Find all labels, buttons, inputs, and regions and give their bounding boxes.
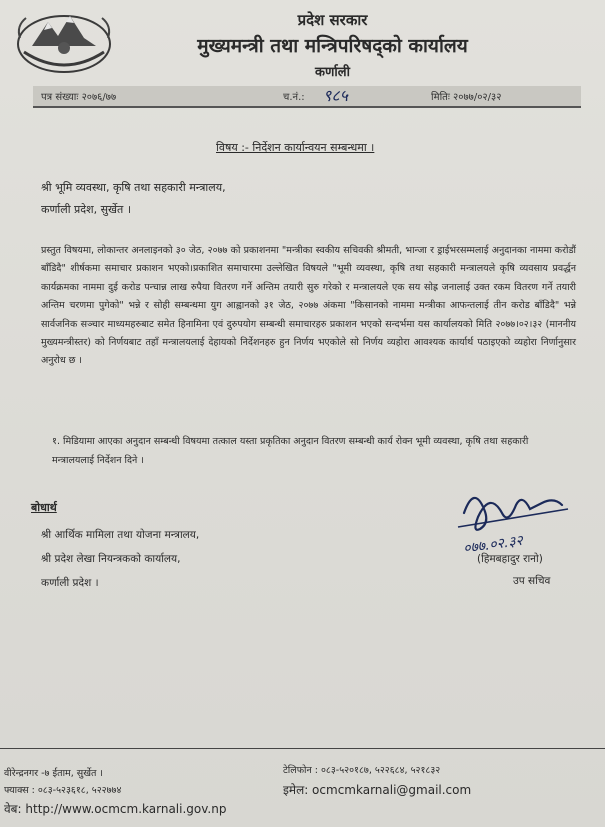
letter-date: मितिः २०७७/०२/३२ xyxy=(431,92,502,103)
header-office-name: मुख्यमन्त्री तथा मन्त्रिपरिषद्को कार्यालय xyxy=(197,35,468,57)
svg-text:०७७.०२.३२: ०७७.०२.३२ xyxy=(462,532,524,557)
letter-body: प्रस्तुत विषयमा, लोकान्तर अनलाइनको ३० जेठ, २०७७ को प्रकाशनमा "मन्त्रीका स्वकीय सचिवकी श्रीमती, भान्जा र ड्राईभरसम्मलाई अनुदानका नाममा करोडौं बाँडिदै" शीर्षकमा समाचार प्रकाशन भएको।प्रकाशित समाचारमा उल्लेखित विषयले "भूमी व्यवस्था, कृषि तथा सहकारी मन्त्रालयले कृषि व्यवसाय प्रवर्द्धन कार्यक्रमका नाममा दुई करोड पन्चान्न लाख रुपैया वितरण गर्ने अन्तिम तयारी सुरु गरेको र मन्त्रालयले एक सय सोह्र जनालाई उक्त रकम वितरण गर्ने तयारी अन्तिम चरणमा पुगेको" भन्ने र सोही सम्बन्धमा युग आह्वानको ३१ जेठ, २०७७ अंकमा "किसानको नाममा मन्त्रीका आफन्तलाई तीन करोड बाँडिदै" भन्ने सार्वजनिक सञ्चार माध्यमहरुबाट समेत हिनामिना एवं दुरुपयोग सम्बन्धी समाचारहरु प्रकाशन भएको सन्दर्भमा यस कार्यालयको मिति २०७७।०२।३२ (माननीय मुख्यमन्त्रीस्तर) को निर्णयबाट तहाँ मन्त्रालयलाई देहायको निर्देशनहरु हुन निर्णय भएकोले सो निर्णय व्यहोरा आवश्यक कार्यार्थ पठाइएको व्यहोरा निर्णानुसार अनुरोध छ । xyxy=(41,245,576,367)
directive-point-1: १. मिडियामा आएका अनुदान सम्बन्धी विषयमा तत्काल यस्ता प्रकृतिका अनुदान वितरण सम्बन्धी कार्य रोक्न भूमी व्यवस्था, कृषि तथा सहकारी मन्त्रालयलाई निर्देशन दिने । xyxy=(52,436,529,466)
dispatch-label: च.नं.: xyxy=(283,92,305,103)
cc-title: बोधार्थ xyxy=(31,501,57,514)
footer-email: इमेल: ocmcmkarnali@gmail.com xyxy=(283,783,472,797)
header-province: कर्णाली xyxy=(315,65,350,80)
signatory-title: उप सचिव xyxy=(513,575,551,587)
handwritten-signature xyxy=(450,483,580,561)
dispatch-number: ९८५ xyxy=(323,86,348,105)
cc-line-1: श्री आर्थिक मामिला तथा योजना मन्त्रालय, xyxy=(41,529,200,541)
footer-divider xyxy=(0,748,605,749)
cc-line-3: कर्णाली प्रदेश । xyxy=(41,577,99,589)
subject-line: विषय :- निर्देशन कार्यान्वयन सम्बन्धमा । xyxy=(216,141,375,154)
addressee-line-1: श्री भूमि व्यवस्था, कृषि तथा सहकारी मन्त्रालय, xyxy=(41,181,226,194)
addressee-line-2: कर्णाली प्रदेश, सुर्खेत । xyxy=(41,203,131,216)
header-government: प्रदेश सरकार xyxy=(297,11,368,29)
cc-line-2: श्री प्रदेश लेखा नियन्त्रकको कार्यालय, xyxy=(41,553,181,565)
footer-website: वेब: http://www.ocmcm.karnali.gov.np xyxy=(4,802,227,816)
footer-phone: टेलिफोन : ०८३-५२०१८७, ५२२६८४, ५२१८३२ xyxy=(283,765,441,776)
letter-number: पत्र संख्याः २०७६/७७ xyxy=(41,92,117,103)
footer-fax: फ्याक्स : ०८३-५२३६१८, ५२२७७४ xyxy=(4,785,122,796)
signatory-name: (हिमबहादुर रानो) xyxy=(477,553,543,565)
reference-bar xyxy=(33,86,581,108)
footer-address: वीरेन्द्रनगर -७ ईताम, सुर्खेत । xyxy=(4,768,104,779)
